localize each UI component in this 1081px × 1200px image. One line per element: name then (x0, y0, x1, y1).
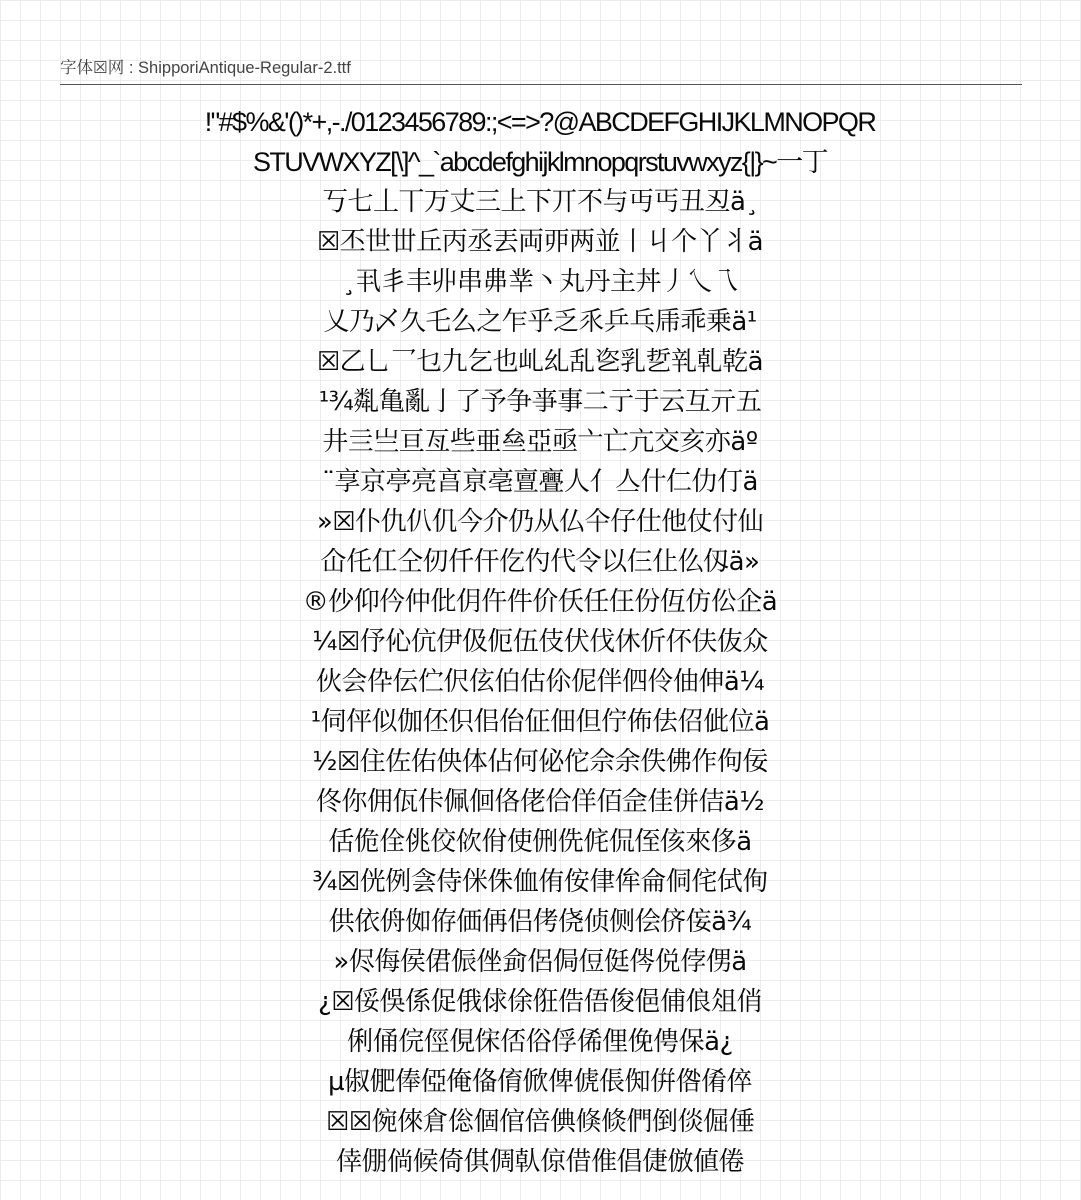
glyph-line-10: ¨享京亭亮亯亰亳亶亹人亻亼什仁仂仃ä (322, 467, 758, 497)
glyph-specimen (55, 102, 1025, 1182)
glyph-line-11: »☒仆仇仈仉今介仍从仏仐仔仕他仗付仙 (316, 507, 764, 537)
glyph-line-4: ☒丕世丗丘丙丞丟両丣两並丨丩个丫丬ä (316, 227, 764, 257)
glyph-line-17: ½☒住佐佑佒体佔何佖佗佘余佚佛作佝佞 (312, 747, 768, 777)
glyph-line-21: 供依侜侞侟価侢侣侤侥侦侧侩侪侫ä¾ (328, 907, 752, 937)
glyph-line-8: ¹¾亃亀亂亅了予争亊事二亍于云互亓五 (318, 387, 762, 417)
glyph-line-13: ®仯仰仱仲仳仴仵件价仸任仼份仾仿伀企ä (302, 587, 778, 617)
glyph-line-9: 井亖亗亘亙些亜亝亞亟亠亡亢交亥亦äº (322, 427, 758, 457)
glyph-line-18: 佟你佣佤佧佩佪佫佬佮佯佰佱佳併佶ä½ (315, 787, 765, 817)
glyph-line-25: µ俶俷俸俹俺俻俼俽俾俿倀倁倂倃倄倅 (327, 1067, 753, 1097)
glyph-line-14: ¼☒伃伈伉伊伋伌伍伎伏伐休伒伓伕伖众 (312, 627, 768, 657)
glyph-line-3: 丂七丄丅万丈三上下丌不与丏丐丑丒ä¸ (322, 187, 758, 217)
font-file-header (60, 56, 1022, 85)
glyph-line-12: 仚仛仜仝仞仟仠仡仢代令以仨仩仫仭ä» (320, 547, 760, 577)
glyph-line-16: ¹伺伻似伽伾伿佀佁佂佃但佇佈佉佋佌位ä (310, 707, 770, 737)
glyph-line-19: 佸佹佺佻佼佽佾使侀侁侂侃侄侅來侈ä (328, 827, 752, 857)
glyph-line-6: 乂乃乄久乇么之乍乎乏乑乒乓乕乖乗ä¹ (323, 307, 757, 337)
glyph-line-15: 伙会伜伝伫伬伭伯估伱伲伴伵伶伷伸ä¼ (315, 667, 765, 697)
glyph-line-20: ¾☒侊例侌侍侎侏侐侑侒侓侔侖侗侘侙侚 (312, 867, 768, 897)
glyph-line-27: 倖倗倘候倚倛倜倝倞借倠倡倢倣値倦 (335, 1147, 744, 1177)
glyph-line-24: 俐俑俒俓俔俕俖俗俘俙俚俛俜保ä¿ (347, 1027, 733, 1057)
glyph-line-7: ☒乙乚乛乜九乞也乢乣乱乲乳乴乵乹乾ä (316, 347, 764, 377)
glyph-line-22: »侭侮侯侰侲侳侴侶侷侸侹侺侻侼侽ä (333, 947, 747, 977)
glyph-line-5: ¸丮丯丰丱串丳丵丶丸丹主丼丿乀乁 (342, 267, 738, 297)
font-file-label: 字体☒网 : ShipporiAntique-Regular-2.ttf (60, 59, 351, 77)
glyph-line-1: !"#$%&'()*+,-./0123456789:;<=>?@ABCDEFGHIJKLMNOPQR (204, 107, 876, 137)
glyph-line-26: ☒☒倇倈倉倊個倌倍倎倏倐們倒倓倔倕 (325, 1107, 755, 1137)
glyph-line-23: ¿☒俀俁係促俄俅俆俇俈俉俊俋俌俍俎俏 (317, 987, 763, 1017)
glyph-line-2: STUVWXYZ[\]^_`abcdefghijklmnopqrstuvwxyz{|}~一丁 (252, 147, 828, 177)
